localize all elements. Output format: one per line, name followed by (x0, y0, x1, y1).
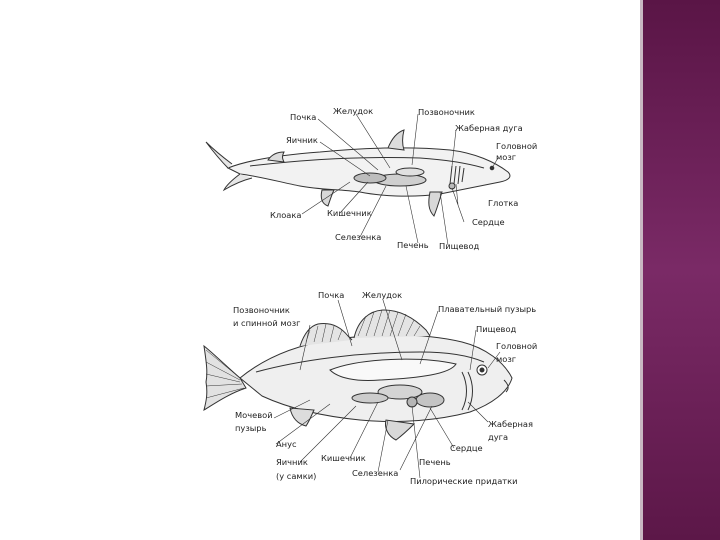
perch-intestine (352, 393, 388, 403)
shark-pelvic-fin (321, 190, 334, 206)
shark-label-heart: Сердце (472, 217, 505, 227)
shark-label-liver: Печень (397, 240, 429, 250)
perch-label-spleen: Селезенка (352, 468, 399, 478)
shark-figure (206, 114, 510, 245)
perch-label-spine-line2: и спинной мозг (233, 318, 301, 328)
perch-anal-fin (290, 408, 314, 426)
perch-pelvic-fin (385, 420, 414, 440)
perch-label-intestine: Кишечник (321, 453, 366, 463)
shark-pectoral-fin (429, 192, 442, 216)
perch-soft-dorsal-fin (354, 310, 430, 338)
perch-label-ovary-line2: (у самки) (276, 471, 317, 481)
perch-label-ovary-line1: Яичник (276, 457, 308, 467)
shark-intestine (354, 173, 386, 183)
shark-stomach (396, 168, 424, 176)
shark-dorsal-fin-2 (268, 152, 284, 162)
perch-label-brain-line2: мозг (496, 354, 517, 364)
shark-label-stomach: Желудок (333, 106, 374, 116)
shark-label-kidney: Почка (290, 112, 317, 122)
perch-label-urinary-line1: Мочевой (235, 410, 273, 420)
shark-dorsal-fin-1 (388, 130, 404, 150)
shark-label-pharynx: Глотка (488, 198, 519, 208)
shark-label-cloaca: Клоака (270, 210, 302, 220)
perch-label-liver: Печень (419, 457, 451, 467)
shark-label-spleen: Селезенка (335, 232, 382, 242)
perch-label-swim-bladder: Плавательный пузырь (438, 304, 537, 314)
side-bar-edge (640, 0, 643, 540)
perch-label-esophagus: Пищевод (476, 324, 517, 334)
side-decoration-bar (643, 0, 720, 540)
perch-label-stomach: Желудок (362, 290, 403, 300)
perch-label-spine-line1: Позвоночник (233, 305, 290, 315)
perch-label-heart: Сердце (450, 443, 483, 453)
perch-label-gill-line1: Жаберная (488, 419, 534, 429)
shark-label-esophagus: Пищевод (439, 241, 480, 251)
shark-label-ovary: Яичник (286, 135, 318, 145)
shark-label-gill-arch: Жаберная дуга (455, 123, 523, 133)
perch-label-pyloric: Пилорические придатки (410, 476, 518, 486)
shark-label-brain-line2: мозг (496, 152, 517, 162)
perch-label-urinary-line2: пузырь (235, 423, 267, 433)
perch-pupil (480, 368, 484, 372)
perch-label-brain-line1: Головной (496, 341, 538, 351)
perch-liver (416, 393, 444, 407)
perch-label-gill-line2: дуга (488, 432, 509, 442)
shark-label-brain-line1: Головной (496, 141, 538, 151)
shark-body-outline (228, 148, 510, 196)
perch-label-anus: Анус (276, 439, 297, 449)
shark-label-intestine: Кишечник (327, 208, 372, 218)
shark-label-spine: Позвоночник (418, 107, 475, 117)
perch-label-kidney: Почка (318, 290, 345, 300)
perch-pyloric (407, 397, 417, 407)
